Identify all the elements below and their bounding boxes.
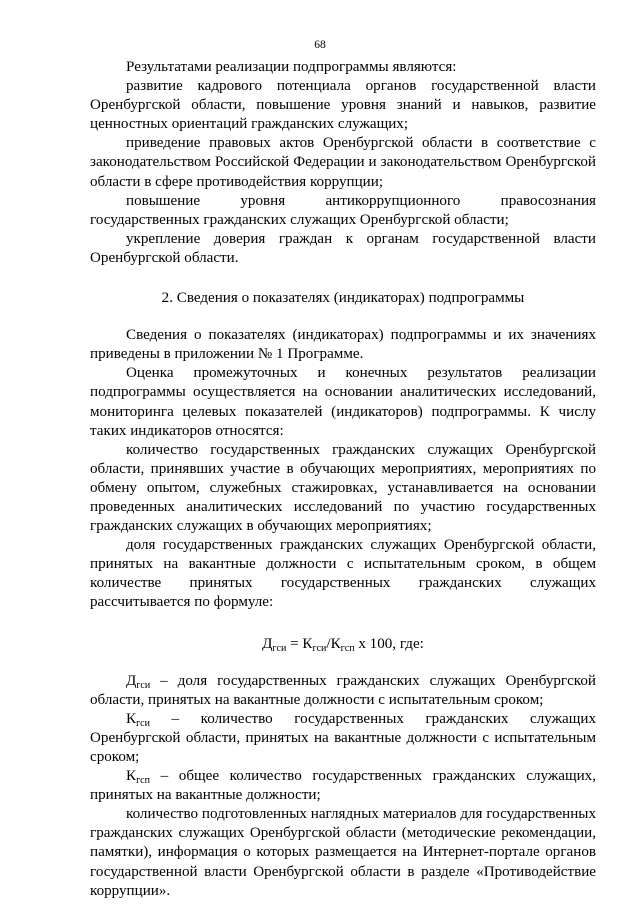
result-item: повышение уровня антикоррупционного правосознания государственных гражданских служащих Оренбургской области; [90, 192, 596, 228]
definition-subscript: гси [136, 679, 151, 691]
definition-symbol: Д [126, 672, 137, 689]
definition-item [90, 767, 596, 805]
indicator-item: доля государственных гражданских служащих Оренбургской области, принятых на вакантные должности с испытательным сроком, в общем количестве принятых государственных гражданских служащих рассчитывается по формуле: [90, 537, 596, 611]
formula-numerator-subscript: гси [312, 642, 327, 654]
definition-item [90, 710, 596, 767]
formula-tail: x 100, где: [354, 635, 424, 652]
definition-text: – доля государственных гражданских служащих Оренбургской области, принятых на вакантные должности с испытательным сроком; [90, 672, 596, 708]
paragraph: Оценка промежуточных и конечных результатов реализации подпрограммы осуществляется на основании аналитических исследований, мониторинга целевых показателей (индикаторов) подпрограммы. К числу таких индикаторов относятся: [90, 365, 596, 439]
result-item: приведение правовых актов Оренбургской области в соответствие с законодательством Российской Федерации и законодательством Оренбургской области в сфере противодействия коррупции; [90, 135, 596, 190]
definition-text: – общее количество государственных гражданских служащих, принятых на вакантные должности; [90, 768, 596, 804]
results-intro: Результатами реализации подпрограммы являются: [126, 59, 457, 75]
definition-text: – количество государственных гражданских служащих Оренбургской области, принятых на вакантные должности с испытательным сроком; [90, 710, 596, 765]
definition-item [90, 672, 596, 710]
formula-denominator-subscript: гсп [340, 642, 355, 654]
result-item: развитие кадрового потенциала органов государственной власти Оренбургской области, повышение уровня знаний и навыков, развитие ценностных ориентаций гражданских служащих; [90, 78, 596, 133]
formula-lhs: Д [262, 635, 273, 652]
section-heading: 2. Сведения о показателях (индикаторах) подпрограммы [161, 290, 525, 307]
formula-numerator: К [302, 635, 313, 652]
document-body [90, 58, 596, 901]
paragraph: Сведения о показателях (индикаторах) подпрограммы и их значениях приведены в приложении № 1 Программе. [90, 327, 596, 363]
formula-equals: = [286, 635, 303, 652]
formula [90, 635, 596, 654]
definition-subscript: гсп [136, 775, 150, 787]
definition-symbol: К [126, 768, 137, 785]
formula-denominator: К [330, 635, 341, 652]
result-item: укрепление доверия граждан к органам государственной власти Оренбургской области. [90, 230, 596, 266]
definition-subscript: гси [136, 717, 150, 729]
indicator-item: количество подготовленных наглядных материалов для государственных гражданских служащих Оренбургской области (методические рекомендации, памятки), информация о которых размещается на Интернет-портале органов государственной власти Оренбургской области в разделе «Противодействие коррупции». [90, 806, 596, 899]
formula-lhs-subscript: гси [272, 642, 287, 654]
formula-slash: / [326, 635, 331, 652]
indicator-item: количество государственных гражданских служащих Оренбургской области, принявших участие в обучающих мероприятиях, мероприятиях по обмену опытом, служебных стажировках, устанавливается на основании проведенных аналитических исследований по участию государственных гражданских служащих в обучающих мероприятиях; [90, 441, 596, 535]
definition-symbol: К [126, 710, 137, 727]
page-number: 68 [314, 39, 326, 51]
